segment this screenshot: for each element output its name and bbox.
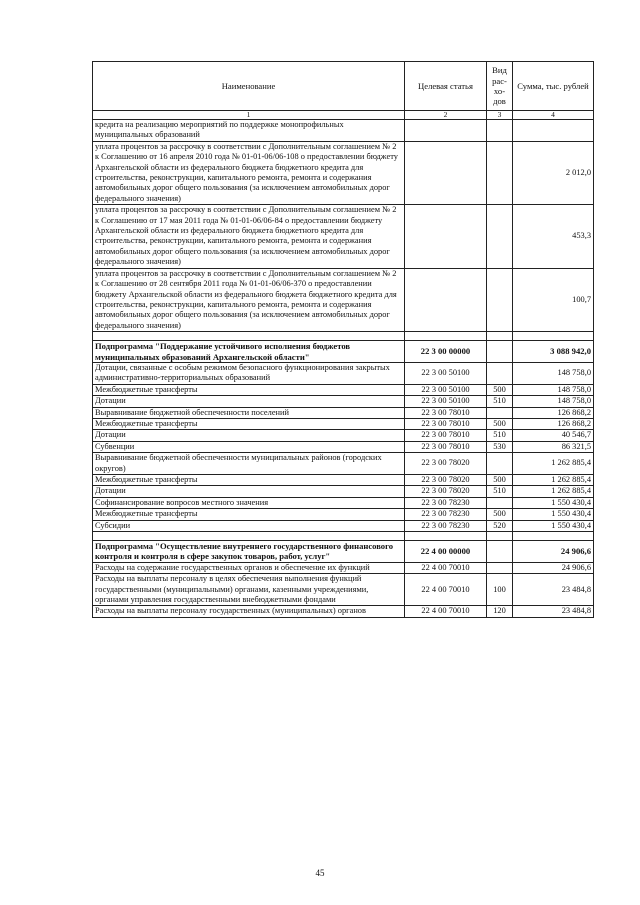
row-code-cell <box>405 141 487 204</box>
row-code-cell: 22 3 00 50100 <box>405 384 487 395</box>
row-code-cell: 22 3 00 78230 <box>405 520 487 531</box>
header-expense-type: Вид рас- хо- дов <box>487 62 513 111</box>
row-name-cell: Дотации <box>93 396 405 407</box>
row-sum-cell <box>513 120 594 142</box>
table-row <box>93 475 594 486</box>
row-expense-type-cell: 510 <box>487 396 513 407</box>
row-name-cell: Субсидии <box>93 520 405 531</box>
table-row <box>93 407 594 418</box>
row-expense-type-cell <box>487 453 513 475</box>
row-sum-cell <box>513 332 594 341</box>
row-code-cell <box>405 205 487 268</box>
row-sum-cell: 2 012,0 <box>513 141 594 204</box>
header-target-article: Целевая статья <box>405 62 487 111</box>
row-expense-type-cell <box>487 268 513 331</box>
row-sum-cell: 1 262 885,4 <box>513 475 594 486</box>
row-sum-cell: 24 906,6 <box>513 541 594 563</box>
row-code-cell: 22 3 00 50100 <box>405 362 487 384</box>
spacer-row <box>93 532 594 541</box>
row-sum-cell: 3 088 942,0 <box>513 341 594 363</box>
row-name-cell: уплата процентов за рассрочку в соответствии с Дополнительным соглашением № 2 к Соглашению от 16 апреля 2010 года № 01-01-06/06-108 о предоставлении бюджету Архангельской области из федерального бюджета бюджетного кредита для строительства, реконструкции, капитального ремонта, ремонта и содержания автомобильных дорог общего пользования (за исключением автомобильных дорог федерального значения) <box>93 141 405 204</box>
row-name-cell: Подпрограмма "Поддержание устойчивого исполнения бюджетов муниципальных образований Архангельской области" <box>93 341 405 363</box>
subprogram-row <box>93 341 594 363</box>
row-code-cell: 22 3 00 50100 <box>405 396 487 407</box>
row-name-cell: Расходы на содержание государственных органов и обеспечение их функций <box>93 562 405 573</box>
row-name-cell: Выравнивание бюджетной обеспеченности поселений <box>93 407 405 418</box>
row-expense-type-cell: 510 <box>487 430 513 441</box>
row-code-cell: 22 3 00 78020 <box>405 475 487 486</box>
row-code-cell: 22 4 00 00000 <box>405 541 487 563</box>
row-name-cell: Дотации <box>93 430 405 441</box>
budget-table <box>92 61 594 618</box>
table-row <box>93 430 594 441</box>
row-expense-type-cell <box>487 141 513 204</box>
table-row <box>93 396 594 407</box>
row-name-cell: уплата процентов за рассрочку в соответствии с Дополнительным соглашением № 2 к Соглашению от 17 мая 2011 года № 01-01-06/06-84 о предоставлении бюджету Архангельской области из федерального бюджета бюджетного кредита для строительства, реконструкции, капитального ремонта, ремонта и содержания автомобильных дорог общего пользования (за исключением автомобильных дорог федерального значения) <box>93 205 405 268</box>
row-name-cell: Выравнивание бюджетной обеспеченности муниципальных районов (городских округов) <box>93 453 405 475</box>
row-expense-type-cell <box>487 532 513 541</box>
row-name-cell: Межбюджетные трансферты <box>93 509 405 520</box>
row-sum-cell: 23 484,8 <box>513 606 594 617</box>
row-code-cell: 22 3 00 78020 <box>405 453 487 475</box>
column-number: 3 <box>487 111 513 120</box>
row-code-cell: 22 3 00 78020 <box>405 486 487 497</box>
row-code-cell <box>405 120 487 142</box>
row-sum-cell: 126 868,2 <box>513 418 594 429</box>
budget-table-container <box>92 61 593 618</box>
row-name-cell: Межбюджетные трансферты <box>93 384 405 395</box>
row-expense-type-cell: 500 <box>487 384 513 395</box>
header-name: Наименование <box>93 62 405 111</box>
row-sum-cell: 1 262 885,4 <box>513 486 594 497</box>
table-row <box>93 509 594 520</box>
row-sum-cell: 24 906,6 <box>513 562 594 573</box>
table-row <box>93 205 594 268</box>
table-row <box>93 418 594 429</box>
row-name-cell: Подпрограмма "Осуществление внутреннего государственного финансового контроля и контроля в сфере закупок товаров, работ, услуг" <box>93 541 405 563</box>
table-row <box>93 574 594 606</box>
row-sum-cell: 148 758,0 <box>513 362 594 384</box>
row-sum-cell: 453,3 <box>513 205 594 268</box>
row-name-cell <box>93 532 405 541</box>
row-sum-cell: 148 758,0 <box>513 384 594 395</box>
row-sum-cell: 1 550 430,4 <box>513 509 594 520</box>
row-sum-cell: 1 550 430,4 <box>513 520 594 531</box>
row-name-cell: Межбюджетные трансферты <box>93 418 405 429</box>
row-expense-type-cell <box>487 332 513 341</box>
row-code-cell: 22 3 00 78010 <box>405 430 487 441</box>
table-row <box>93 486 594 497</box>
table-row <box>93 141 594 204</box>
row-sum-cell <box>513 532 594 541</box>
table-row <box>93 120 594 142</box>
row-expense-type-cell <box>487 541 513 563</box>
row-expense-type-cell <box>487 562 513 573</box>
row-name-cell: Дотации <box>93 486 405 497</box>
row-code-cell: 22 3 00 78230 <box>405 509 487 520</box>
row-expense-type-cell <box>487 407 513 418</box>
row-code-cell: 22 4 00 70010 <box>405 562 487 573</box>
row-expense-type-cell: 500 <box>487 418 513 429</box>
row-expense-type-cell: 500 <box>487 509 513 520</box>
table-row <box>93 362 594 384</box>
row-name-cell: Расходы на выплаты персоналу в целях обеспечения выполнения функций государственными (муниципальными) органами, казенными учреждениями, органами управления государственными внебюджетными фондами <box>93 574 405 606</box>
table-row <box>93 520 594 531</box>
row-expense-type-cell: 530 <box>487 441 513 452</box>
row-code-cell: 22 3 00 78230 <box>405 497 487 508</box>
row-expense-type-cell <box>487 362 513 384</box>
row-name-cell <box>93 332 405 341</box>
row-name-cell: Дотации, связанные с особым режимом безопасного функционирования закрытых административно-территориальных образований <box>93 362 405 384</box>
column-number: 1 <box>93 111 405 120</box>
table-body <box>93 120 594 618</box>
row-sum-cell: 126 868,2 <box>513 407 594 418</box>
row-code-cell: 22 4 00 70010 <box>405 574 487 606</box>
table-row <box>93 453 594 475</box>
row-expense-type-cell: 100 <box>487 574 513 606</box>
row-expense-type-cell: 500 <box>487 475 513 486</box>
table-row <box>93 606 594 617</box>
row-expense-type-cell <box>487 120 513 142</box>
row-name-cell: уплата процентов за рассрочку в соответствии с Дополнительным соглашением № 2 к Соглашению от 28 сентября 2011 года № 01-01-06/06-370 о предоставлении бюджету Архангельской области из федерального бюджета бюджетного кредита для строительства, реконструкции, капитального ремонта, ремонта и содержания автомобильных дорог общего пользования (за исключением автомобильных дорог федерального значения) <box>93 268 405 331</box>
row-expense-type-cell <box>487 205 513 268</box>
column-number: 4 <box>513 111 594 120</box>
row-sum-cell: 1 262 885,4 <box>513 453 594 475</box>
table-row <box>93 497 594 508</box>
row-sum-cell: 23 484,8 <box>513 574 594 606</box>
row-sum-cell: 148 758,0 <box>513 396 594 407</box>
subprogram-row <box>93 541 594 563</box>
row-name-cell: Расходы на выплаты персоналу государственных (муниципальных) органов <box>93 606 405 617</box>
row-name-cell: кредита на реализацию мероприятий по поддержке монопрофильных муниципальных образований <box>93 120 405 142</box>
row-sum-cell: 1 550 430,4 <box>513 497 594 508</box>
table-row <box>93 441 594 452</box>
row-name-cell: Софинансирование вопросов местного значения <box>93 497 405 508</box>
page-number: 45 <box>315 868 325 878</box>
row-code-cell: 22 3 00 78010 <box>405 418 487 429</box>
row-expense-type-cell <box>487 497 513 508</box>
table-header-row <box>93 62 594 111</box>
column-number-row <box>93 111 594 120</box>
row-expense-type-cell: 520 <box>487 520 513 531</box>
column-number: 2 <box>405 111 487 120</box>
row-code-cell: 22 4 00 70010 <box>405 606 487 617</box>
row-sum-cell: 100,7 <box>513 268 594 331</box>
header-sum: Сумма, тыс. рублей <box>513 62 594 111</box>
row-expense-type-cell: 120 <box>487 606 513 617</box>
spacer-row <box>93 332 594 341</box>
row-code-cell: 22 3 00 78010 <box>405 441 487 452</box>
row-expense-type-cell <box>487 341 513 363</box>
row-code-cell <box>405 332 487 341</box>
row-name-cell: Межбюджетные трансферты <box>93 475 405 486</box>
row-code-cell <box>405 268 487 331</box>
row-sum-cell: 86 321,5 <box>513 441 594 452</box>
row-code-cell: 22 3 00 78010 <box>405 407 487 418</box>
table-row <box>93 384 594 395</box>
row-expense-type-cell: 510 <box>487 486 513 497</box>
row-code-cell: 22 3 00 00000 <box>405 341 487 363</box>
table-row <box>93 562 594 573</box>
row-code-cell <box>405 532 487 541</box>
row-name-cell: Субвенции <box>93 441 405 452</box>
row-sum-cell: 40 546,7 <box>513 430 594 441</box>
table-row <box>93 268 594 331</box>
